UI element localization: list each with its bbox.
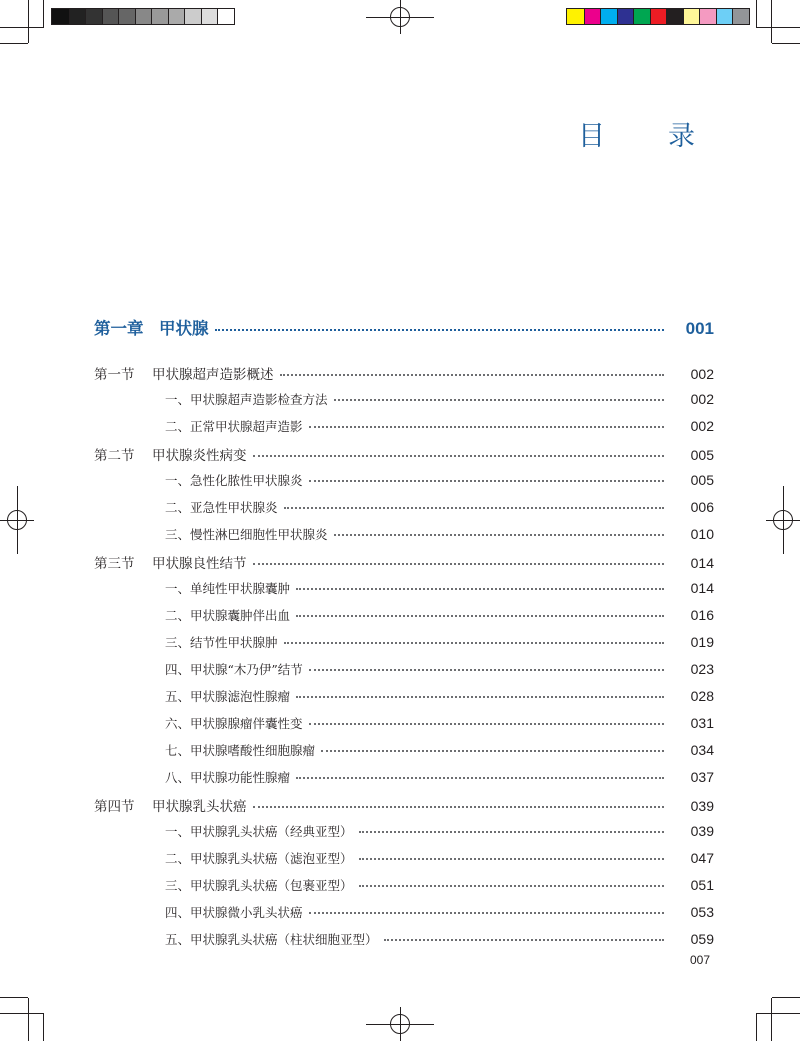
dot-leader — [280, 373, 665, 376]
subsection-entry[interactable] — [94, 768, 714, 790]
dot-leader — [253, 454, 665, 457]
crop-mark — [756, 0, 757, 28]
section-number: 第一节 — [94, 367, 135, 383]
section-title: 甲状腺乳头状癌 — [152, 799, 247, 815]
dot-leader — [359, 884, 664, 887]
subsection-page: 023 — [690, 661, 714, 677]
subsection-page: 010 — [690, 526, 714, 542]
section-page: 005 — [690, 447, 714, 463]
crop-mark — [28, 998, 29, 1041]
color-swatch — [584, 9, 601, 24]
subsection-page: 005 — [690, 472, 714, 488]
section-number: 第二节 — [94, 448, 135, 464]
subsection-title: 二、甲状腺囊肿伴出血 — [165, 608, 291, 623]
dot-leader — [296, 776, 664, 779]
crop-mark — [0, 43, 28, 44]
subsection-entry[interactable] — [94, 390, 714, 412]
subsection-entry[interactable] — [94, 687, 714, 709]
color-swatch — [168, 9, 185, 24]
dot-leader — [359, 857, 664, 860]
color-swatch — [617, 9, 634, 24]
subsection-title: 一、甲状腺乳头状癌（经典亚型） — [165, 824, 353, 839]
registration-mark — [390, 7, 410, 27]
subsection-entry[interactable] — [94, 741, 714, 763]
subsection-page: 016 — [690, 607, 714, 623]
section-number: 第四节 — [94, 799, 135, 815]
section-entry[interactable] — [94, 795, 714, 817]
subsection-entry[interactable] — [94, 498, 714, 520]
color-swatch — [135, 9, 152, 24]
subsection-page: 037 — [690, 769, 714, 785]
page-title: 目 录 — [578, 121, 713, 152]
crop-mark — [0, 27, 43, 28]
subsection-entry[interactable] — [94, 471, 714, 493]
color-swatch — [650, 9, 667, 24]
subsection-title: 二、甲状腺乳头状癌（滤泡亚型） — [165, 851, 353, 866]
subsection-title: 五、甲状腺滤泡性腺瘤 — [165, 689, 291, 704]
registration-mark — [773, 510, 793, 530]
crop-mark — [757, 1013, 800, 1014]
crop-mark — [43, 0, 44, 28]
subsection-page: 039 — [690, 823, 714, 839]
crop-mark — [0, 1013, 43, 1014]
color-swatch — [85, 9, 102, 24]
subsection-page: 014 — [690, 580, 714, 596]
dot-leader — [309, 425, 664, 428]
dot-leader — [253, 562, 665, 565]
dot-leader — [296, 614, 664, 617]
subsection-page: 034 — [690, 742, 714, 758]
color-swatch — [118, 9, 135, 24]
subsection-entry[interactable] — [94, 903, 714, 925]
color-swatch — [666, 9, 683, 24]
color-bar — [566, 8, 750, 25]
subsection-title: 一、甲状腺超声造影检查方法 — [165, 392, 328, 407]
section-entry[interactable] — [94, 552, 714, 574]
subsection-entry[interactable] — [94, 714, 714, 736]
dot-leader — [309, 668, 664, 671]
subsection-title: 八、甲状腺功能性腺瘤 — [165, 770, 291, 785]
color-swatch — [52, 9, 69, 24]
color-swatch — [732, 9, 749, 24]
subsection-page: 028 — [690, 688, 714, 704]
color-swatch — [567, 9, 584, 24]
dot-leader — [309, 479, 664, 482]
crop-mark — [772, 43, 800, 44]
crop-mark — [771, 0, 772, 43]
crop-mark — [0, 997, 28, 998]
subsection-page: 053 — [690, 904, 714, 920]
dot-leader — [253, 805, 665, 808]
subsection-title: 六、甲状腺腺瘤伴囊性变 — [165, 716, 303, 731]
subsection-entry[interactable] — [94, 525, 714, 547]
color-swatch — [683, 9, 700, 24]
subsection-entry[interactable] — [94, 606, 714, 628]
dot-leader — [309, 911, 664, 914]
subsection-page: 006 — [690, 499, 714, 515]
dot-leader — [296, 695, 664, 698]
crop-mark — [771, 998, 772, 1041]
subsection-entry[interactable] — [94, 633, 714, 655]
color-swatch — [69, 9, 86, 24]
dot-leader — [309, 722, 664, 725]
section-entry[interactable] — [94, 444, 714, 466]
subsection-entry[interactable] — [94, 660, 714, 682]
subsection-page: 059 — [690, 931, 714, 947]
color-swatch — [217, 9, 234, 24]
page-number: 007 — [690, 953, 711, 967]
color-swatch — [201, 9, 218, 24]
section-title: 甲状腺良性结节 — [152, 556, 247, 572]
subsection-entry[interactable] — [94, 876, 714, 898]
color-swatch — [184, 9, 201, 24]
crop-mark — [757, 27, 800, 28]
subsection-title: 三、结节性甲状腺肿 — [165, 635, 278, 650]
chapter-page: 001 — [685, 319, 714, 338]
grayscale-bar — [51, 8, 235, 25]
chapter-entry[interactable] — [94, 315, 714, 337]
subsection-entry[interactable] — [94, 822, 714, 844]
subsection-page: 019 — [690, 634, 714, 650]
dot-leader — [321, 749, 664, 752]
dot-leader — [284, 641, 664, 644]
subsection-entry[interactable] — [94, 930, 714, 952]
subsection-title: 七、甲状腺嗜酸性细胞腺瘤 — [165, 743, 316, 758]
subsection-page: 031 — [690, 715, 714, 731]
crop-mark — [756, 1013, 757, 1041]
subsection-title: 一、单纯性甲状腺囊肿 — [165, 581, 291, 596]
section-page: 039 — [690, 798, 714, 814]
section-number: 第三节 — [94, 556, 135, 572]
registration-mark — [7, 510, 27, 530]
subsection-title: 四、甲状腺“木乃伊”结节 — [165, 662, 303, 677]
subsection-title: 二、亚急性甲状腺炎 — [165, 500, 278, 515]
subsection-title: 三、慢性淋巴细胞性甲状腺炎 — [165, 527, 328, 542]
color-swatch — [699, 9, 716, 24]
section-title: 甲状腺超声造影概述 — [152, 367, 274, 383]
section-page: 002 — [690, 366, 714, 382]
subsection-title: 三、甲状腺乳头状癌（包裹亚型） — [165, 878, 353, 893]
subsection-title: 一、急性化脓性甲状腺炎 — [165, 473, 303, 488]
dot-leader — [359, 830, 664, 833]
subsection-page: 047 — [690, 850, 714, 866]
chapter-number: 第一章 — [94, 319, 144, 338]
dot-leader — [384, 938, 664, 941]
section-title: 甲状腺炎性病变 — [152, 448, 247, 464]
color-swatch — [633, 9, 650, 24]
color-swatch — [102, 9, 119, 24]
subsection-title: 二、正常甲状腺超声造影 — [165, 419, 303, 434]
crop-mark — [43, 1013, 44, 1041]
subsection-page: 002 — [690, 391, 714, 407]
crop-mark — [772, 997, 800, 998]
subsection-entry[interactable] — [94, 579, 714, 601]
dot-leader — [334, 533, 664, 536]
subsection-page: 051 — [690, 877, 714, 893]
subsection-entry[interactable] — [94, 849, 714, 871]
subsection-page: 002 — [690, 418, 714, 434]
registration-mark — [390, 1014, 410, 1034]
subsection-title: 四、甲状腺微小乳头状癌 — [165, 905, 303, 920]
dot-leader — [215, 328, 665, 331]
dot-leader — [334, 398, 664, 401]
color-swatch — [716, 9, 733, 24]
dot-leader — [284, 506, 664, 509]
color-swatch — [151, 9, 168, 24]
subsection-entry[interactable] — [94, 417, 714, 439]
crop-mark — [28, 0, 29, 43]
color-swatch — [600, 9, 617, 24]
section-entry[interactable] — [94, 363, 714, 385]
chapter-title: 甲状腺 — [159, 319, 209, 338]
subsection-title: 五、甲状腺乳头状癌（柱状细胞亚型） — [165, 932, 378, 947]
section-page: 014 — [690, 555, 714, 571]
dot-leader — [296, 587, 664, 590]
